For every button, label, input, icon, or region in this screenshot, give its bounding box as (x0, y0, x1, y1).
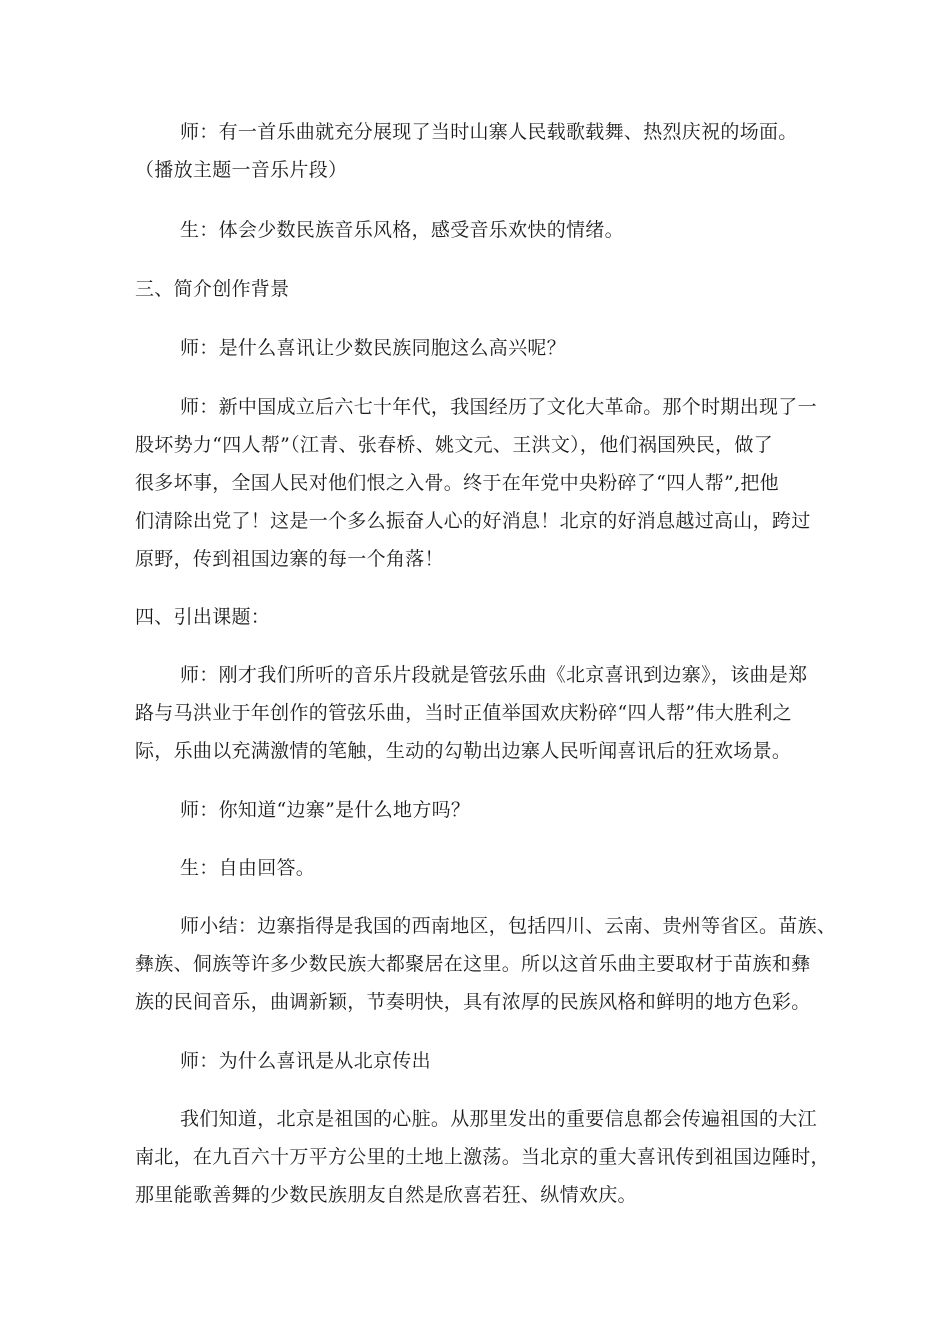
teacher-summary: 师小结：边寨指得是我国的西南地区，包括四川、云南、贵州等省区。苗族、 (180, 915, 837, 937)
teacher-line: 师：你知道“边寨”是什么地方吗？ (180, 799, 471, 821)
section-heading: 三、简介创作背景 (135, 278, 290, 300)
paragraph-line: 路与马洪业于年创作的管弦乐曲，当时正值举国欢庆粉碎“四人帮”伟大胜利之 (135, 702, 792, 724)
paragraph-line: 很多坏事，全国人民对他们恨之入骨。终于在年党中央粉碎了“四人帮”,把他 (135, 472, 779, 494)
paragraph-line: 南北，在九百六十万平方公里的土地上激荡。当北京的重大喜讯传到祖国边陲时， (135, 1146, 830, 1168)
paragraph-line: 族的民间音乐，曲调新颖，节奏明快，具有浓厚的民族风格和鲜明的地方色彩。 (135, 991, 811, 1013)
teacher-line: 师：有一首乐曲就充分展现了当时山寨人民载歌载舞、热烈庆祝的场面。 (180, 121, 798, 143)
student-line: 生：自由回答。 (180, 857, 316, 879)
section-heading: 四、引出课题： (135, 606, 271, 628)
student-line: 生：体会少数民族音乐风格，感受音乐欢快的情绪。 (180, 219, 624, 241)
teacher-line: 师：新中国成立后六七十年代，我国经历了文化大革命。那个时期出现了一 (180, 396, 817, 418)
paragraph-line: 那里能歌善舞的少数民族朋友自然是欣喜若狂、纵情欢庆。 (135, 1184, 637, 1206)
paragraph-line: 彝族、侗族等许多少数民族大都聚居在这里。所以这首乐曲主要取材于苗族和彝 (135, 953, 811, 975)
paragraph-line: 我们知道，北京是祖国的心脏。从那里发出的重要信息都会传遍祖国的大江 (180, 1108, 817, 1130)
paragraph-line: 们清除出党了！这是一个多么振奋人心的好消息！北京的好消息越过高山，跨过 (135, 510, 811, 532)
teacher-line: 师：刚才我们所听的音乐片段就是管弦乐曲《北京喜讯到边寨》，该曲是郑 (180, 664, 808, 686)
stage-direction: （播放主题一音乐片段） (135, 159, 348, 181)
paragraph-line: 原野，传到祖国边寨的每一个角落！ (135, 548, 444, 570)
teacher-line: 师：是什么喜讯让少数民族同胞这么高兴呢？ (180, 337, 567, 359)
paragraph-line: 股坏势力“四人帮”（江青、张春桥、姚文元、王洪文），他们祸国殃民，做了 (135, 434, 773, 456)
paragraph-line: 际，乐曲以充满激情的笔触，生动的勾勒出边寨人民听闻喜讯后的狂欢场景。 (135, 740, 792, 762)
teacher-line: 师：为什么喜讯是从北京传出 (180, 1050, 431, 1072)
